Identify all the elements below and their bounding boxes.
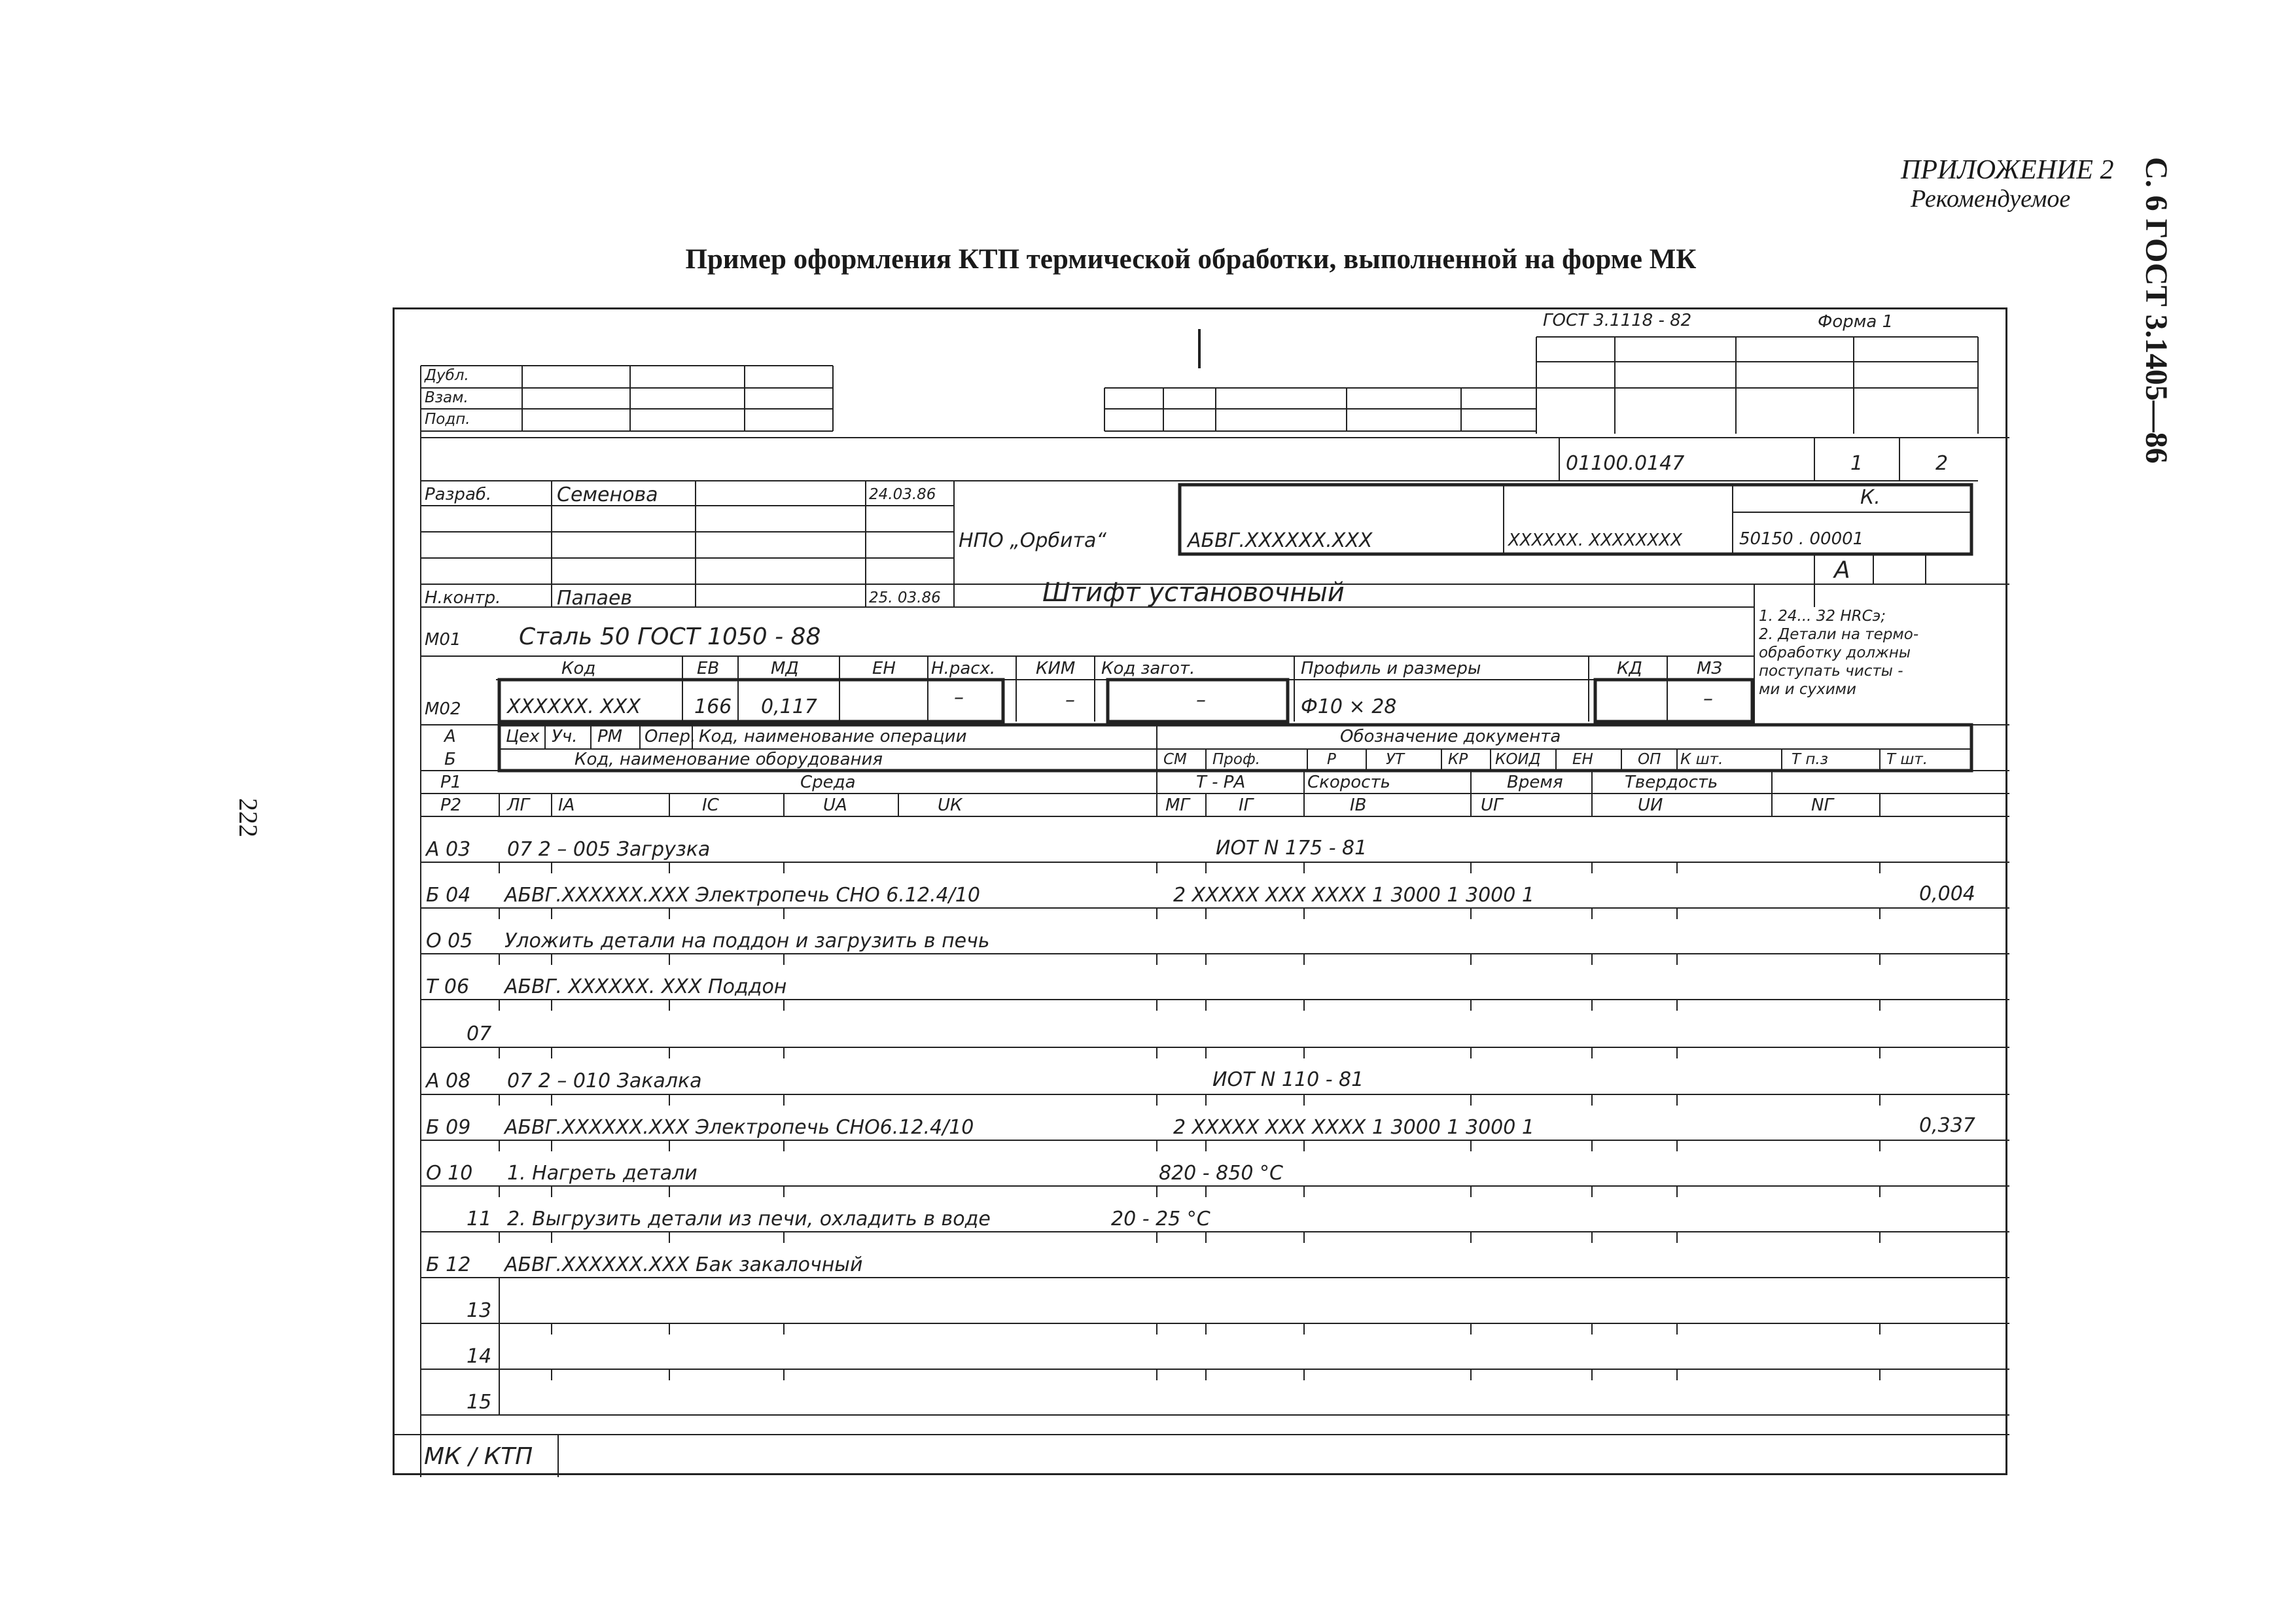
header-kr: КР: [1448, 751, 1468, 768]
row-04-tsht: 0,004: [1919, 882, 1975, 905]
m02-zagot: –: [1196, 689, 1206, 712]
document-number: 01100.0147: [1566, 452, 1685, 475]
row-p1-code: Р1: [440, 773, 462, 792]
header-en: ЕН: [1572, 751, 1593, 768]
row-04-text: АБВГ.ХХХХХХ.ХХХ Электропечь СНО 6.12.4/10: [504, 884, 980, 907]
header-hardness: Твердость: [1625, 773, 1718, 792]
footer-label: МК / КТП: [424, 1443, 533, 1470]
row-03-text: 07 2 – 005 Загрузка: [507, 838, 711, 861]
header-tpz: Т п.з: [1792, 751, 1828, 768]
row-04-number: Б 04: [426, 884, 471, 907]
row-05-text: Уложить детали на поддон и загрузить в печь: [504, 930, 990, 952]
note-line-3: обработку должны: [1759, 644, 1911, 661]
form-standard: ГОСТ 3.1118 - 82: [1543, 311, 1692, 330]
norm-control-label: Н.контр.: [425, 588, 501, 608]
m01-header-mz: МЗ: [1697, 659, 1723, 678]
row-11-number: 11: [467, 1208, 492, 1230]
note-line-4: поступать чисты -: [1759, 663, 1903, 680]
header-operation: Код, наименование операции: [699, 727, 967, 746]
letter-value: А: [1834, 557, 1850, 584]
m02-profile: Ф10 × 28: [1301, 695, 1397, 718]
header-koid: КОИД: [1495, 751, 1541, 768]
header-document: Обозначение документа: [1340, 727, 1561, 746]
header-uk: UК: [938, 795, 963, 815]
m01-header-kim: КИМ: [1036, 659, 1076, 678]
header-ig: IГ: [1239, 795, 1254, 815]
row-10-number: О 10: [426, 1162, 473, 1185]
header-prof: Проф.: [1212, 751, 1260, 768]
sheet-number: 1: [1850, 452, 1863, 475]
header-rm: РМ: [597, 727, 623, 746]
row-11-temperature: 20 - 25 °С: [1111, 1208, 1210, 1230]
header-time: Время: [1507, 773, 1563, 792]
row-a-code: А: [444, 727, 456, 746]
norm-controller-name: Папаев: [557, 587, 633, 610]
row-12-number: Б 12: [426, 1253, 471, 1276]
row-09-tsht: 0,337: [1919, 1114, 1975, 1137]
product-code: ХХХХХХ. ХХХХХХХХ: [1508, 531, 1682, 550]
row-04-params: 2 ХХХХХ ХХХ ХХХХ 1 3000 1 3000 1: [1173, 884, 1534, 907]
page-number: 222: [234, 798, 263, 837]
stamp-vzam: Взам.: [425, 389, 468, 406]
stamp-dubl: Дубл.: [425, 367, 469, 384]
header-equipment: Код, наименование оборудования: [574, 750, 883, 769]
form-number-label: Форма 1: [1818, 312, 1894, 332]
header-ic: IС: [702, 795, 719, 815]
header-lg: ЛГ: [507, 795, 530, 815]
header-t-ra: Т - РА: [1196, 773, 1246, 792]
norm-control-date: 25. 03.86: [869, 589, 941, 606]
product-designation: АБВГ.ХХХХХХ.ХХХ: [1188, 529, 1373, 552]
header-r: Р: [1327, 751, 1336, 768]
m01-header-nrash: Н.расх.: [931, 659, 996, 678]
header-uch: Уч.: [552, 727, 578, 746]
header-op: ОП: [1638, 751, 1661, 768]
row-b-code: Б: [444, 750, 456, 769]
appendix-label: ПРИЛОЖЕНИЕ 2: [1901, 155, 2114, 185]
standard-header: С. 6 ГОСТ 3.1405—86: [2139, 157, 2174, 464]
row-06-number: Т 06: [426, 975, 470, 998]
m02-md: 0,117: [761, 695, 817, 718]
header-kst: К шт.: [1680, 751, 1723, 768]
m01-header-kd: КД: [1617, 659, 1642, 678]
header-ceh: Цех: [506, 727, 540, 746]
row-13-number: 13: [467, 1299, 492, 1322]
header-tsht: Т шт.: [1886, 751, 1928, 768]
developed-date: 24.03.86: [869, 486, 936, 503]
row-08-text: 07 2 – 010 Закалка: [507, 1070, 702, 1092]
part-name: Штифт установочный: [1042, 578, 1345, 608]
row-11-text: 2. Выгрузить детали из печи, охладить в воде: [507, 1208, 991, 1230]
row-12-text: АБВГ.ХХХХХХ.ХХХ Бак закалочный: [504, 1253, 863, 1276]
m01-header-en: ЕН: [872, 659, 896, 678]
header-ui: UИ: [1638, 795, 1663, 815]
row-03-number: А 03: [426, 838, 471, 861]
k-label: К.: [1860, 486, 1881, 509]
header-ua: UА: [823, 795, 847, 815]
m02-mz: –: [1703, 688, 1713, 710]
header-ia: IА: [558, 795, 575, 815]
note-line-1: 1. 24... 32 HRCэ;: [1759, 608, 1886, 625]
row-09-params: 2 ХХХХХ ХХХ ХХХХ 1 3000 1 3000 1: [1173, 1116, 1534, 1139]
row-08-document: ИОТ N 110 - 81: [1212, 1068, 1364, 1091]
note-line-5: ми и сухими: [1759, 681, 1856, 698]
developer-name: Семенова: [557, 483, 658, 506]
page-title: Пример оформления КТП термической обработки, выполненной на форме МК: [685, 244, 1697, 275]
header-ug: UГ: [1481, 795, 1503, 815]
recommended-label: Рекомендуемое: [1911, 185, 2071, 213]
m02-ev: 166: [694, 695, 732, 718]
row-03-document: ИОТ N 175 - 81: [1216, 837, 1368, 860]
row-10-text: 1. Нагреть детали: [507, 1162, 698, 1185]
row-05-number: О 05: [426, 930, 473, 952]
m02-kim: –: [1065, 689, 1075, 712]
row-14-number: 14: [467, 1345, 492, 1368]
stamp-podp: Подп.: [425, 411, 470, 428]
m01-header-profile: Профиль и размеры: [1301, 659, 1481, 678]
m01-label: М01: [425, 630, 461, 650]
header-speed: Скорость: [1307, 773, 1390, 792]
m02-en: –: [954, 686, 964, 709]
sheet-count: 2: [1935, 452, 1949, 475]
header-ut: УТ: [1386, 751, 1405, 768]
row-10-temperature: 820 - 850 °С: [1159, 1162, 1283, 1185]
developed-label: Разраб.: [425, 485, 492, 504]
header-sreda: Среда: [800, 773, 856, 792]
k-value: 50150 . 00001: [1739, 529, 1864, 549]
m01-header-zagot: Код загот.: [1101, 659, 1195, 678]
row-06-text: АБВГ. ХХХХХХ. ХХХ Поддон: [504, 975, 787, 998]
m02-label: М02: [425, 699, 461, 719]
row-15-number: 15: [467, 1391, 492, 1414]
m01-header-ev: ЕВ: [697, 659, 720, 678]
header-sm: СМ: [1163, 751, 1187, 768]
header-oper: Опер.: [645, 727, 696, 746]
row-07-number: 07: [467, 1022, 492, 1045]
note-line-2: 2. Детали на термо-: [1759, 626, 1919, 643]
route-card-form: [393, 307, 2007, 1475]
row-p2-code: Р2: [440, 795, 462, 815]
header-mg: МГ: [1165, 795, 1190, 815]
header-iv: IВ: [1350, 795, 1367, 815]
row-08-number: А 08: [426, 1070, 471, 1092]
m02-code: ХХХХХХ. ХХХ: [507, 695, 641, 718]
material: Сталь 50 ГОСТ 1050 - 88: [519, 623, 821, 650]
m01-header-code: Код: [561, 659, 596, 678]
row-09-text: АБВГ.ХХХХХХ.ХХХ Электропечь СНО6.12.4/10: [504, 1116, 974, 1139]
m01-header-md: МД: [771, 659, 799, 678]
row-09-number: Б 09: [426, 1116, 471, 1139]
header-ng: NГ: [1811, 795, 1833, 815]
organization-name: НПО „Орбита“: [959, 529, 1106, 552]
